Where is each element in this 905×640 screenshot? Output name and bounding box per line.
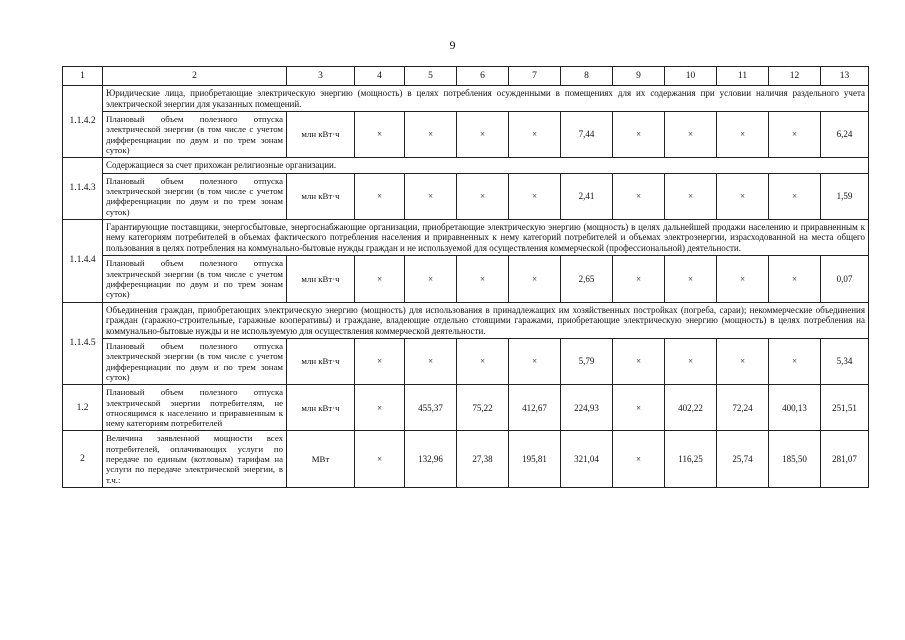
header-cell: 12	[769, 67, 821, 86]
indicator-name: Плановый объем полезного отпуска электрической энергии (в том числе с учетом дифференциации по двум и по трем зонам суток)	[103, 256, 287, 302]
value-cell: 321,04	[561, 431, 613, 487]
section-description: Юридические лица, приобретающие электрическую энергию (мощность) в целях потребления осужденными в помещениях для их содержания при условии наличия раздельного учета электрической энергии для указанных помещений.	[103, 86, 869, 112]
value-cell: 27,38	[457, 431, 509, 487]
value-cell: ×	[613, 385, 665, 431]
value-cell: 6,24	[821, 112, 869, 158]
value-cell: 281,07	[821, 431, 869, 487]
value-cell: 402,22	[665, 385, 717, 431]
value-cell: ×	[717, 256, 769, 302]
header-cell: 5	[405, 67, 457, 86]
tariff-table	[62, 66, 869, 488]
value-cell: ×	[769, 339, 821, 385]
value-cell: ×	[509, 173, 561, 219]
table-row	[63, 173, 869, 219]
value-cell: 5,34	[821, 339, 869, 385]
value-cell: 2,65	[561, 256, 613, 302]
value-cell: ×	[717, 339, 769, 385]
header-row	[63, 67, 869, 86]
row-code: 2	[63, 431, 103, 487]
value-cell: ×	[509, 256, 561, 302]
indicator-name: Плановый объем полезного отпуска электрической энергии (в том числе с учетом дифференциации по двум и по трем зонам суток)	[103, 112, 287, 158]
value-cell: ×	[355, 173, 405, 219]
value-cell: ×	[717, 112, 769, 158]
value-cell: ×	[405, 256, 457, 302]
value-cell: ×	[769, 173, 821, 219]
value-cell: ×	[665, 339, 717, 385]
section-description-row	[63, 158, 869, 174]
indicator-name: Плановый объем полезного отпуска электрической энергии потребителям, не относящимся к населению и приравненным к нему категориям потребителей	[103, 385, 287, 431]
row-code: 1.1.4.4	[63, 219, 103, 302]
value-cell: 412,67	[509, 385, 561, 431]
indicator-name: Величина заявленной мощности всех потребителей, оплачивающих услуги по передаче по единым (котловым) тарифам на услуги по передаче электрической энергии, в т.ч.:	[103, 431, 287, 487]
header-cell: 11	[717, 67, 769, 86]
row-code: 1.1.4.2	[63, 86, 103, 158]
value-cell: ×	[355, 431, 405, 487]
row-code: 1.1.4.3	[63, 158, 103, 220]
value-cell: 251,51	[821, 385, 869, 431]
header-cell: 3	[287, 67, 355, 86]
value-cell: ×	[355, 112, 405, 158]
value-cell: ×	[665, 256, 717, 302]
value-cell: ×	[613, 256, 665, 302]
value-cell: ×	[457, 173, 509, 219]
table-row	[63, 385, 869, 431]
row-code: 1.2	[63, 385, 103, 431]
value-cell: ×	[613, 173, 665, 219]
value-cell: ×	[355, 339, 405, 385]
value-cell: ×	[405, 339, 457, 385]
value-cell: 75,22	[457, 385, 509, 431]
section-description-row	[63, 302, 869, 339]
value-cell: 195,81	[509, 431, 561, 487]
value-cell: ×	[457, 112, 509, 158]
value-cell: 185,50	[769, 431, 821, 487]
value-cell: 0,07	[821, 256, 869, 302]
header-cell: 13	[821, 67, 869, 86]
value-cell: 1,59	[821, 173, 869, 219]
value-cell: ×	[509, 112, 561, 158]
unit-cell: млн кВт·ч	[287, 339, 355, 385]
unit-cell: МВт	[287, 431, 355, 487]
section-description: Объединения граждан, приобретающих электрическую энергию (мощность) для использования в принадлежащих им хозяйственных постройках (погреба, сараи); некоммерческие объединения граждан (гаражно-строительные, гаражные кооперативы) и граждане, владеющие отдельно стоящими гаражами, приобретающие электрическую энергию (мощность) в целях потребления на коммунально-бытовые нужды и не используемую для осуществления коммерческой деятельности.	[103, 302, 869, 339]
table-row	[63, 431, 869, 487]
value-cell: ×	[665, 173, 717, 219]
unit-cell: млн кВт·ч	[287, 112, 355, 158]
value-cell: 5,79	[561, 339, 613, 385]
value-cell: ×	[613, 112, 665, 158]
value-cell: ×	[405, 112, 457, 158]
value-cell: 116,25	[665, 431, 717, 487]
value-cell: ×	[355, 385, 405, 431]
table-row	[63, 339, 869, 385]
value-cell: 25,74	[717, 431, 769, 487]
header-cell: 10	[665, 67, 717, 86]
section-description: Содержащиеся за счет прихожан религиозные организации.	[103, 158, 869, 174]
header-cell: 8	[561, 67, 613, 86]
unit-cell: млн кВт·ч	[287, 256, 355, 302]
value-cell: 455,37	[405, 385, 457, 431]
header-cell: 1	[63, 67, 103, 86]
section-description-row	[63, 219, 869, 256]
unit-cell: млн кВт·ч	[287, 385, 355, 431]
header-cell: 9	[613, 67, 665, 86]
indicator-name: Плановый объем полезного отпуска электрической энергии (в том числе с учетом дифференциации по двум и по трем зонам суток)	[103, 173, 287, 219]
header-cell: 2	[103, 67, 287, 86]
value-cell: 7,44	[561, 112, 613, 158]
header-cell: 4	[355, 67, 405, 86]
value-cell: ×	[613, 431, 665, 487]
value-cell: 2,41	[561, 173, 613, 219]
header-cell: 6	[457, 67, 509, 86]
table-row	[63, 112, 869, 158]
row-code: 1.1.4.5	[63, 302, 103, 385]
value-cell: ×	[769, 112, 821, 158]
value-cell: ×	[355, 256, 405, 302]
value-cell: ×	[405, 173, 457, 219]
page-number: 9	[449, 38, 456, 52]
value-cell: ×	[509, 339, 561, 385]
value-cell: 132,96	[405, 431, 457, 487]
header-cell: 7	[509, 67, 561, 86]
value-cell: ×	[769, 256, 821, 302]
indicator-name: Плановый объем полезного отпуска электрической энергии (в том числе с учетом дифференциации по двум и по трем зонам суток)	[103, 339, 287, 385]
value-cell: ×	[665, 112, 717, 158]
section-description-row	[63, 86, 869, 112]
value-cell: ×	[457, 339, 509, 385]
unit-cell: млн кВт·ч	[287, 173, 355, 219]
value-cell: 224,93	[561, 385, 613, 431]
value-cell: ×	[613, 339, 665, 385]
value-cell: ×	[457, 256, 509, 302]
value-cell: 72,24	[717, 385, 769, 431]
section-description: Гарантирующие поставщики, энергосбытовые, энергоснабжающие организации, приобретающие электрическую энергию (мощность) в целях дальнейшей продажи населению и приравненным к нему категориям потребителей в объемах фактического потребления населения и приравненных к нему категорий потребителей и объемах электроэнергии, израсходованной на места общего пользования в целях потребления на коммунально-бытовые нужды граждан и не используемой для осуществления коммерческой (профессиональной) деятельности.	[103, 219, 869, 256]
value-cell: 400,13	[769, 385, 821, 431]
table-row	[63, 256, 869, 302]
value-cell: ×	[717, 173, 769, 219]
